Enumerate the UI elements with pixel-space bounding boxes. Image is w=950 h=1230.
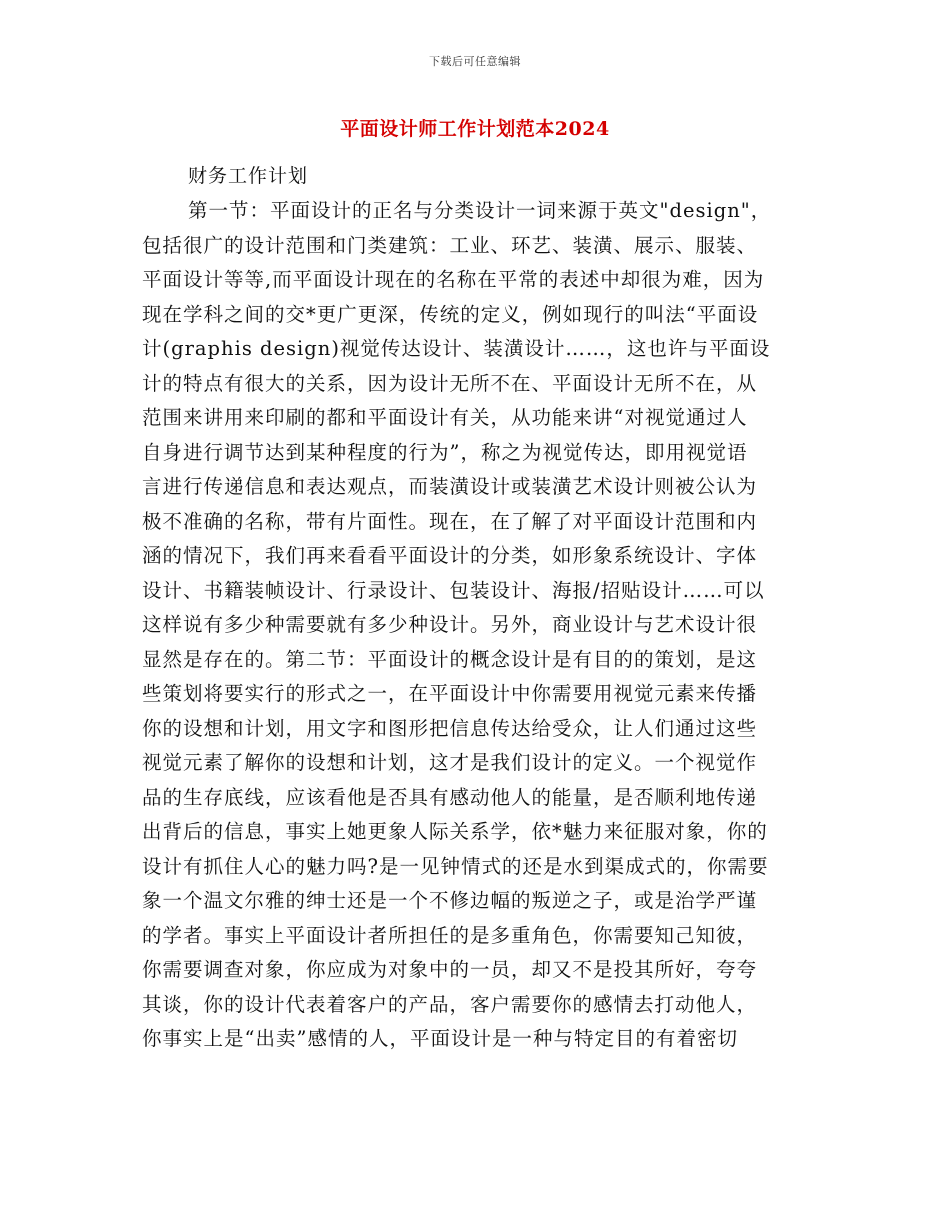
document-title: 平面设计师工作计划范本2024 — [340, 118, 610, 140]
body-line: 设计、书籍装帧设计、行录设计、包装设计、海报/招贴设计……可以 — [142, 578, 765, 602]
body-line: 这样说有多少种需要就有多少种设计。另外，商业设计与艺术设计很 — [142, 613, 758, 636]
body-line: 包括很广的设计范围和门类建筑：工业、环艺、装潢、展示、服装、 — [142, 233, 758, 257]
body-line: 极不准确的名称，带有片面性。现在，在了解了对平面设计范围和内 — [142, 509, 758, 533]
body-line: 视觉元素了解你的设想和计划，这才是我们设计的定义。一个视觉作 — [142, 751, 758, 774]
body-line: 出背后的信息，事实上她更象人际关系学，依*魅力来征服对象，你的 — [142, 820, 768, 843]
header-note: 下载后可任意编辑 — [429, 55, 521, 68]
body-line: 计(graphis design)视觉传达设计、装潢设计……，这也许与平面设 — [142, 337, 771, 360]
body-line: 范围来讲用来印刷的都和平面设计有关，从功能来讲“对视觉通过人 — [142, 406, 748, 429]
body-line: 显然是存在的。第二节：平面设计的概念设计是有目的的策划，是这 — [142, 647, 758, 671]
body-paragraph — [142, 194, 808, 1057]
body-line: 言进行传递信息和表达观点，而装潢设计或装潢艺术设计则被公认为 — [142, 475, 758, 498]
body-line: 涵的情况下，我们再来看看平面设计的分类，如形象系统设计、字体 — [142, 544, 758, 567]
body-line: 你事实上是“出卖”感情的人，平面设计是一种与特定目的有着密切 — [142, 1027, 738, 1050]
body-line: 第一节：平面设计的正名与分类设计一词来源于英文"design"， — [188, 199, 772, 222]
body-line: 设计有抓住人心的魅力吗?是一见钟情式的还是水到渠成式的，你需要 — [142, 854, 769, 878]
body-line: 你的设想和计划，用文字和图形把信息传达给受众，让人们通过这些 — [142, 716, 758, 740]
body-line: 品的生存底线，应该看他是否具有感动他人的能量，是否顺利地传递 — [142, 785, 758, 809]
body-line: 现在学科之间的交*更广更深，传统的定义，例如现行的叫法“平面设 — [142, 302, 759, 326]
body-line: 的学者。事实上平面设计者所担任的是多重角色，你需要知己知彼， — [142, 923, 758, 947]
body-line: 其谈，你的设计代表着客户的产品，客户需要你的感情去打动他人， — [142, 992, 758, 1016]
body-line: 计的特点有很大的关系，因为设计无所不在、平面设计无所不在，从 — [142, 371, 758, 395]
body-line: 象一个温文尔雅的绅士还是一个不修边幅的叛逆之子，或是治学严谨 — [142, 889, 758, 912]
body-line: 自身进行调节达到某种程度的行为”，称之为视觉传达，即用视觉语 — [142, 440, 748, 464]
section-subheading: 财务工作计划 — [188, 165, 309, 187]
body-line: 平面设计等等,而平面设计现在的名称在平常的表述中却很为难，因为 — [142, 268, 765, 291]
body-line: 你需要调查对象，你应成为对象中的一员，却又不是投其所好，夸夸 — [142, 958, 758, 981]
body-line: 些策划将要实行的形式之一，在平面设计中你需要用视觉元素来传播 — [142, 682, 758, 705]
